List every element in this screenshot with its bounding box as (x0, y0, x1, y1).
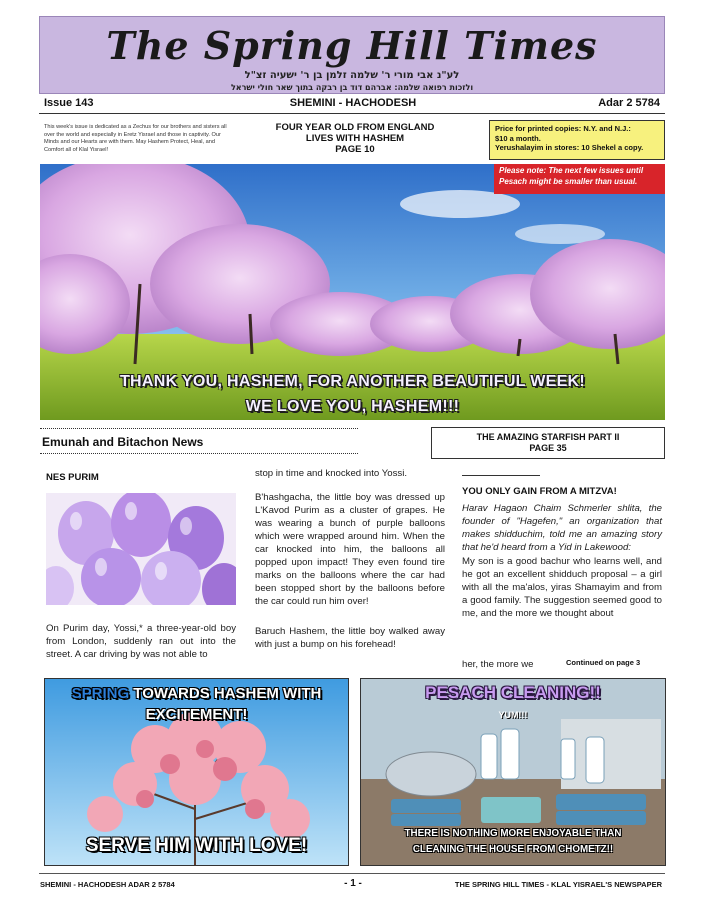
issue-date: Adar 2 5784 (598, 97, 660, 109)
poster-tagline: SERVE HIM WITH LOVE! (85, 835, 308, 856)
article-paragraph: Baruch Hashem, the little boy walked away with just a bump on his forehead! (255, 626, 445, 650)
section-heading: Emunah and Bitachon News (42, 435, 204, 449)
price-line: Yerushalayim in stores: 10 Shekel a copy. (495, 143, 644, 152)
divider (39, 113, 665, 114)
dedication-line-2: ולזכות רפואה שלמה: אברהם דוד בן רבקה בתוך שאר חולי ישראל (230, 83, 474, 92)
poster-headline-rest: TOWARDS HASHEM WITH (129, 685, 322, 702)
dotted-divider (40, 453, 358, 454)
poster-headline (45, 685, 348, 702)
notice-box: Please note: The next few issues until Pesach might be smaller than usual. (494, 164, 665, 194)
masthead (39, 16, 665, 94)
teaser-page-ref: PAGE 35 (529, 443, 567, 453)
price-line: $10 a month. (495, 133, 541, 143)
article-intro: Harav Hagaon Chaim Schmerler shlita, the founder of "Hagefen," an organization that makes shidduchim, told me an amazing story that he'd heard from a Yid in Lakewood: (462, 503, 662, 553)
featured-headline[interactable] (255, 122, 455, 155)
page-number: - 1 - (344, 878, 362, 889)
price-line: Price for printed copies: N.Y. and N.J.: (495, 124, 631, 133)
continued-link[interactable]: Continued on page 3 (566, 658, 641, 667)
article-paragraph: On Purim day, Yossi,* a three-year-old boy from London, suddenly ran out into the street. A car driving by was not able to (46, 623, 236, 660)
headline-line: FOUR YEAR OLD FROM ENGLAND (275, 122, 435, 133)
poster-caption-line-2: CLEANING THE HOUSE FROM CHOMETZ!! (412, 844, 614, 855)
footer-issue-info: SHEMINI - HACHODESH ADAR 2 5784 (40, 880, 175, 889)
dedication-line-1: לע"נ אבי מורי ר' שלמה זלמן בן ר' ישעיה זצ"ל (244, 70, 460, 81)
article-heading-nes-purim: NES PURIM (46, 472, 99, 483)
starfish-teaser-box[interactable] (431, 427, 665, 459)
teaser-title: THE AMAZING STARFISH PART II (476, 432, 620, 442)
footer-publication-name: THE SPRING HILL TIMES - KLAL YISRAEL'S NEWSPAPER (454, 880, 662, 889)
poster-headline: PESACH CLEANING!! (425, 683, 601, 702)
divider (462, 475, 540, 476)
newspaper-title: The Spring Hill Times (106, 23, 598, 68)
headline-page-ref: PAGE 10 (335, 144, 375, 155)
poster-caption-line-1: THERE IS NOTHING MORE ENJOYABLE THAN (404, 828, 622, 839)
poster-subheadline: YUM!!! (498, 710, 528, 720)
article-heading-mitzva: YOU ONLY GAIN FROM A MITZVA! (462, 486, 617, 497)
hero-caption-line-2: WE LOVE YOU, HASHEM!!! (245, 398, 460, 415)
headline-line: LIVES WITH HASHEM (305, 133, 405, 144)
article-paragraph: stop in time and knocked into Yossi. (255, 468, 407, 479)
purple-balloons-image (46, 493, 236, 605)
article-paragraph: My son is a good bachur who learns well, and he got an excellent shidduch proposal – a girl with all the ma'alos, yiras Shamayim and from a good family. The suggestion seemed good to me, and the more we thought about (462, 556, 662, 619)
dedication-notice: This week's issue is dedicated as a Zechus for our brothers and sisters all over the world and especially in Eretz Yisrael and those in captivity. Our Minds and our Hearts are with them. May Hashem Protect, Heal, and Comfort all of Klal Yisrael! (44, 124, 227, 153)
spring-poster (44, 678, 349, 866)
poster-headline-line-2: EXCITEMENT! (145, 706, 248, 723)
parsha-name: SHEMINI - HACHODESH (289, 97, 417, 109)
pesach-cleaning-poster (360, 678, 666, 866)
article-paragraph-tail: her, the more we (462, 659, 534, 670)
price-box (489, 120, 665, 160)
poster-headline-accent: SPRING (71, 685, 130, 702)
dotted-divider (40, 428, 358, 429)
article-paragraph: B'hashgacha, the little boy was dressed up L'Kavod Purim as a cluster of grapes. He was wearing a bunch of purple balloons which were wrapped around him. When the car knocked into him, the balloons all popped upon impact! They even found tire marks on the balloons where the car had been stopped short by the balloons before the car could run him over! (255, 492, 445, 607)
hero-caption-line-1: THANK YOU, HASHEM, FOR ANOTHER BEAUTIFUL WEEK! (119, 373, 586, 390)
footer-divider (39, 873, 665, 874)
issue-number: Issue 143 (44, 97, 94, 109)
